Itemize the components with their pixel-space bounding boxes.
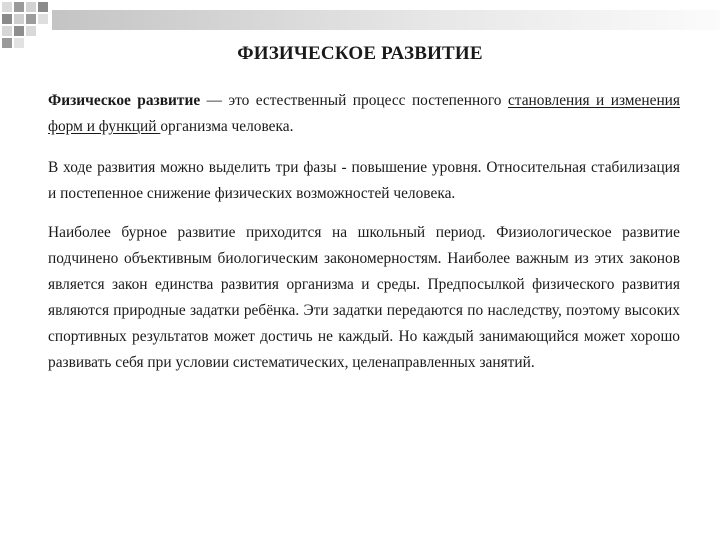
deco-square: [14, 14, 24, 24]
school-period-paragraph: Наиболее бурное развитие приходится на школьный период. Физиологическое развитие подчинено объективным биологическим закономерностям. Наиболее важным из этих законов является закон единства развития организма и среды. Предпосылкой физического развития являются природные задатки ребёнка. Эти задатки передаются по наследству, поэтому высоких спортивных результатов может достичь не каждый. Но каждый занимающийся может хорошо развивать себя при условии систематических, целенаправленных занятий.: [48, 224, 680, 371]
definition-paragraph: [48, 88, 680, 140]
deco-square: [26, 2, 36, 12]
deco-square: [38, 2, 48, 12]
deco-square: [14, 2, 24, 12]
deco-square: [2, 2, 12, 12]
header-band: [52, 10, 720, 30]
phases-paragraph: В ходе развития можно выделить три фазы - повышение уровня. Относительная стабилизация и постепенное снижение физических возможностей человека.: [48, 159, 680, 202]
underlined-phrase: становления и изменения форм и функций: [48, 92, 680, 135]
definition-text-end: организма человека.: [160, 118, 294, 135]
definition-text: — это естественный процесс постепенного: [200, 92, 508, 109]
deco-square: [38, 14, 48, 24]
slide-body: [48, 88, 680, 388]
deco-square: [26, 26, 36, 36]
deco-square: [2, 26, 12, 36]
deco-square: [26, 14, 36, 24]
deco-square: [14, 26, 24, 36]
deco-square: [2, 14, 12, 24]
term-bold: Физическое развитие: [48, 92, 201, 109]
slide-title: ФИЗИЧЕСКОЕ РАЗВИТИЕ: [237, 43, 483, 64]
